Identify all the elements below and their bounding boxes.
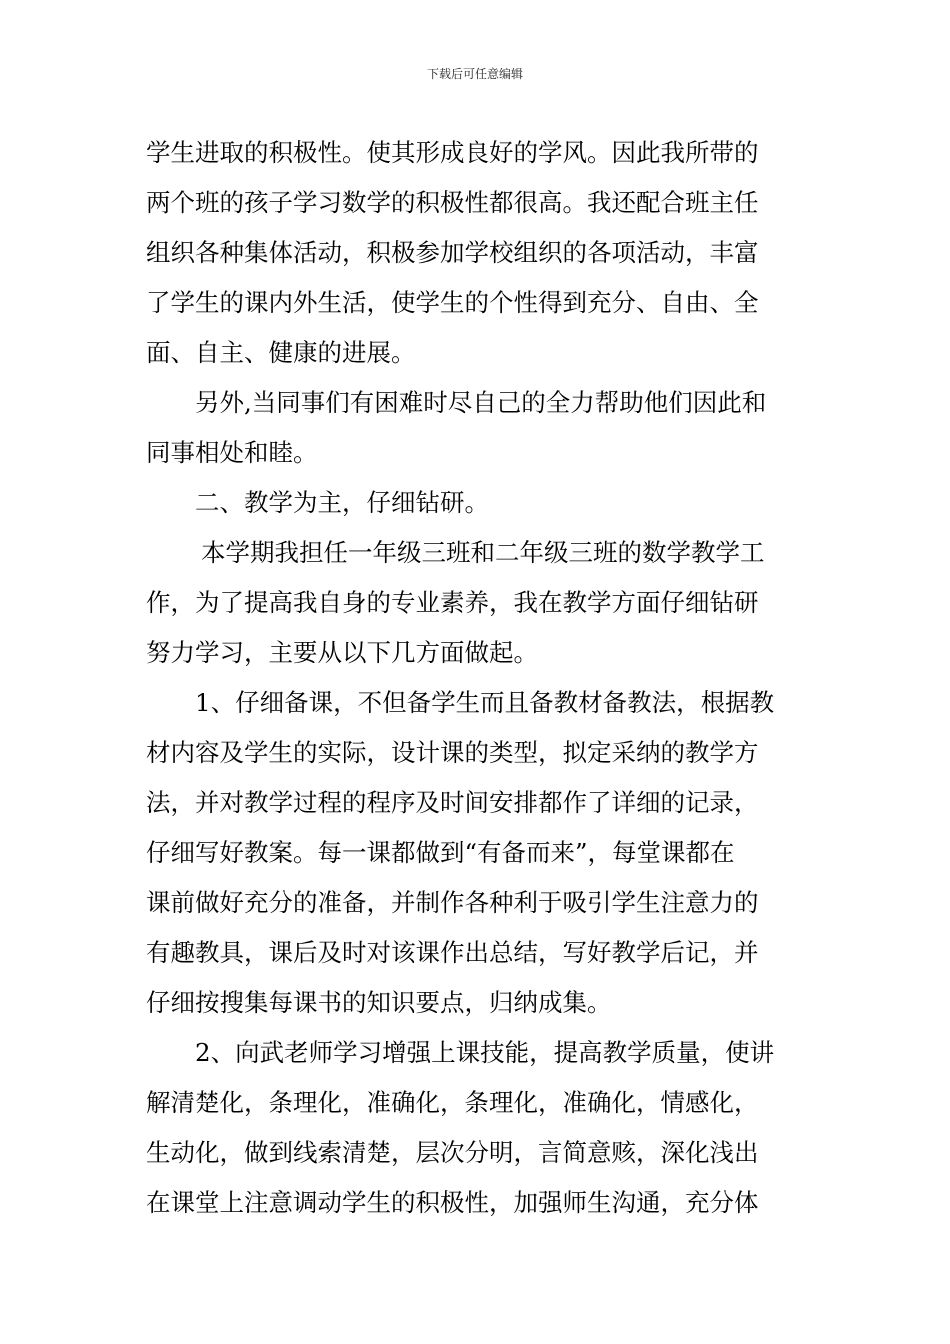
document-body [146, 128, 810, 1228]
list-item-first-line: 1、仔细备课，不但备学生而且备教材备教法，根据教 [195, 688, 775, 717]
text-line: 了学生的课内外生活，使学生的个性得到充分、自由、全 [146, 288, 759, 317]
text-line: 生动化，做到线索清楚，层次分明，言简意赅，深化浅出 [146, 1138, 759, 1167]
text-line: 材内容及学生的实际，设计课的类型，拟定采纳的教学方 [146, 738, 759, 767]
text-line: 作，为了提高我自身的专业素养，我在教学方面仔细钻研 [146, 588, 759, 617]
page-header: 下载后可任意编辑 [426, 67, 523, 81]
section-heading: 二、教学为主，仔细钻研。 [195, 488, 489, 517]
text-line: 仔细写好教案。每一课都做到“有备而来”，每堂课都在 [146, 838, 735, 867]
text-line: 两个班的孩子学习数学的积极性都很高。我还配合班主任 [146, 188, 759, 217]
text-line: 课前做好充分的准备，并制作各种利于吸引学生注意力的 [146, 888, 759, 917]
text-line: 同事相处和睦。 [146, 438, 318, 467]
text-line: 仔细按搜集每课书的知识要点，归纳成集。 [146, 988, 612, 1017]
text-line: 在课堂上注意调动学生的积极性，加强师生沟通，充分体 [146, 1188, 759, 1217]
text-line: 努力学习，主要从以下几方面做起。 [146, 638, 538, 667]
paragraph-first-line: 另外,当同事们有困难时尽自己的全力帮助他们因此和 [195, 388, 767, 417]
text-line: 有趣教具，课后及时对该课作出总结，写好教学后记，并 [146, 938, 759, 967]
text-line: 学生进取的积极性。使其形成良好的学风。因此我所带的 [146, 138, 759, 167]
text-line: 组织各种集体活动，积极参加学校组织的各项活动，丰富 [146, 238, 759, 267]
text-line: 面、自主、健康的进展。 [146, 338, 416, 367]
text-line: 法，并对教学过程的程序及时间安排都作了详细的记录， [146, 788, 759, 817]
paragraph-first-line: 本学期我担任一年级三班和二年级三班的数学教学工 [201, 538, 765, 567]
list-item-first-line: 2、向武老师学习增强上课技能，提高教学质量，使讲 [195, 1038, 775, 1067]
text-line: 解清楚化，条理化，准确化，条理化，准确化，情感化， [146, 1088, 759, 1117]
